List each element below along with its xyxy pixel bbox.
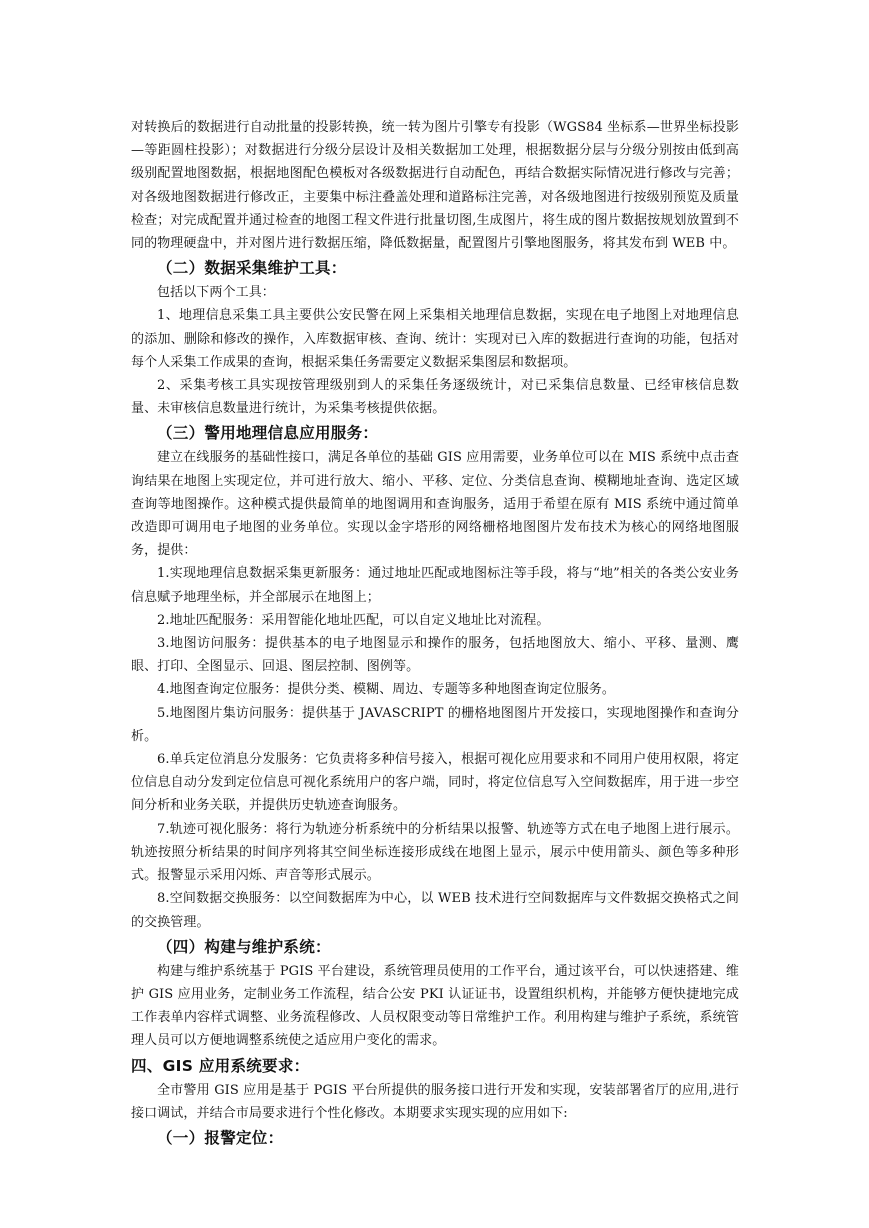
- paragraph-online-service-interface: 建立在线服务的基础性接口，满足各单位的基础 GIS 应用需要，业务单位可以在 MIS 系统中点击查询结果在地图上实现定位，并可进行放大、缩小、平移、定位、分类信息查询、模糊地址查询、选定区域查询等地图操作。这种模式提供最简单的地图调用和查询服务，适用于希望在原有 MIS 系统中通过简单改造即可调用电子地图的业务单位。实现以金字塔形的网络栅格地图图片发布技术为核心的网络地图服务，提供：: [131, 450, 739, 559]
- heading-police-gis-services: （三）警用地理信息应用服务：: [157, 424, 379, 443]
- heading-gis-application-requirements: 四、GIS 应用系统要求：: [131, 1056, 310, 1075]
- heading-alarm-positioning: （一）报警定位：: [157, 1128, 284, 1147]
- heading-build-maintain-system: （四）构建与维护系统：: [157, 937, 331, 956]
- heading-data-collection-tools: （二）数据采集维护工具：: [157, 259, 347, 278]
- paragraph-gis-application-requirements: 全市警用 GIS 应用是基于 PGIS 平台所提供的服务接口进行开发和实现，安装部署省厅的应用,进行接口调试，并结合市局要求进行个性化修改。本期要求实现实现的应用如下:: [131, 1082, 739, 1121]
- list-item-service-3: 3.地图访问服务：提供基本的电子地图显示和操作的服务，包括地图放大、缩小、平移、量测、鹰眼、打印、全图显示、回退、图层控制、图例等。: [131, 636, 739, 675]
- list-item-service-5: 5.地图图片集访问服务：提供基于 JAVASCRIPT 的栅格地图图片开发接口，实现地图操作和查询分析。: [131, 705, 739, 744]
- document-body: [131, 116, 739, 1151]
- list-item-service-6: 6.单兵定位消息分发服务：它负责将多种信号接入，根据可视化应用要求和不同用户使用权限，将定位信息自动分发到定位信息可视化系统用户的客户端，同时，将定位信息写入空间数据库，用于进一步空间分析和业务关联，并提供历史轨迹查询服务。: [131, 752, 739, 814]
- paragraph-collection-tool: 1、地理信息采集工具主要供公安民警在网上采集相关地理信息数据，实现在电子地图上对地理信息的添加、删除和修改的操作，入库数据审核、查询、统计：实现对已入库的数据进行查询的功能，包括对每个人采集工作成果的查询，根据采集任务需要定义数据采集图层和数据项。: [131, 308, 739, 370]
- list-item-service-1: 1.实现地理信息数据采集更新服务：通过地址匹配或地图标注等手段，将与“地”相关的各类公安业务信息赋予地理坐标，并全部展示在地图上；: [131, 566, 739, 605]
- paragraph-assessment-tool: 2、采集考核工具实现按管理级别到人的采集任务逐级统计，对已采集信息数量、已经审核信息数量、未审核信息数量进行统计，为采集考核提供依据。: [131, 378, 739, 417]
- paragraph-build-maintain-system: 构建与维护系统基于 PGIS 平台建设，系统管理员使用的工作平台，通过该平台，可以快速搭建、维护 GIS 应用业务，定制业务工作流程，结合公安 PKI 认证证书，设置组织机构，并能够方便快捷地完成工作表单内容样式调整、业务流程修改、人员权限变动等日常维护工作。利用构建与维护子系统，系统管理人员可以方便地调整系统使之适应用户变化的需求。: [131, 963, 739, 1049]
- list-item-service-7: 7.轨迹可视化服务：将行为轨迹分析系统中的分析结果以报警、轨迹等方式在电子地图上进行展示。轨迹按照分析结果的时间序列将其空间坐标连接形成线在地图上显示，展示中使用箭头、颜色等多种形式。报警显示采用闪烁、声音等形式展示。: [131, 821, 739, 884]
- paragraph-projection-processing: 对转换后的数据进行自动批量的投影转换，统一转为图片引擎专有投影（WGS84 坐标系—世界坐标投影—等距圆柱投影）；对数据进行分级分层设计及相关数据加工处理，根据数据分层与分级分别按由低到高级别配置地图数据，根据地图配色模板对各级数据进行自动配色，再结合数据实际情况进行修改与完善；对各级地图数据进行修改正，主要集中标注叠盖处理和道路标注完善，对各级地图进行按级别预览及质量检查；对完成配置并通过检查的地图工程文件进行批量切图,生成图片，将生成的图片数据按规划放置到不同的物理硬盘中，并对图片进行数据压缩，降低数据量，配置图片引擎地图服务，将其发布到 WEB 中。: [131, 120, 739, 252]
- paragraph-tools-intro: 包括以下两个工具：: [157, 285, 275, 301]
- list-item-service-2: 2.地址匹配服务：采用智能化地址匹配，可以自定义地址比对流程。: [157, 612, 550, 628]
- list-item-service-4: 4.地图查询定位服务：提供分类、模糊、周边、专题等多种地图查询定位服务。: [157, 682, 616, 698]
- list-item-service-8: 8.空间数据交换服务：以空间数据库为中心，以 WEB 技术进行空间数据库与文件数据交换格式之间的交换管理。: [131, 891, 739, 930]
